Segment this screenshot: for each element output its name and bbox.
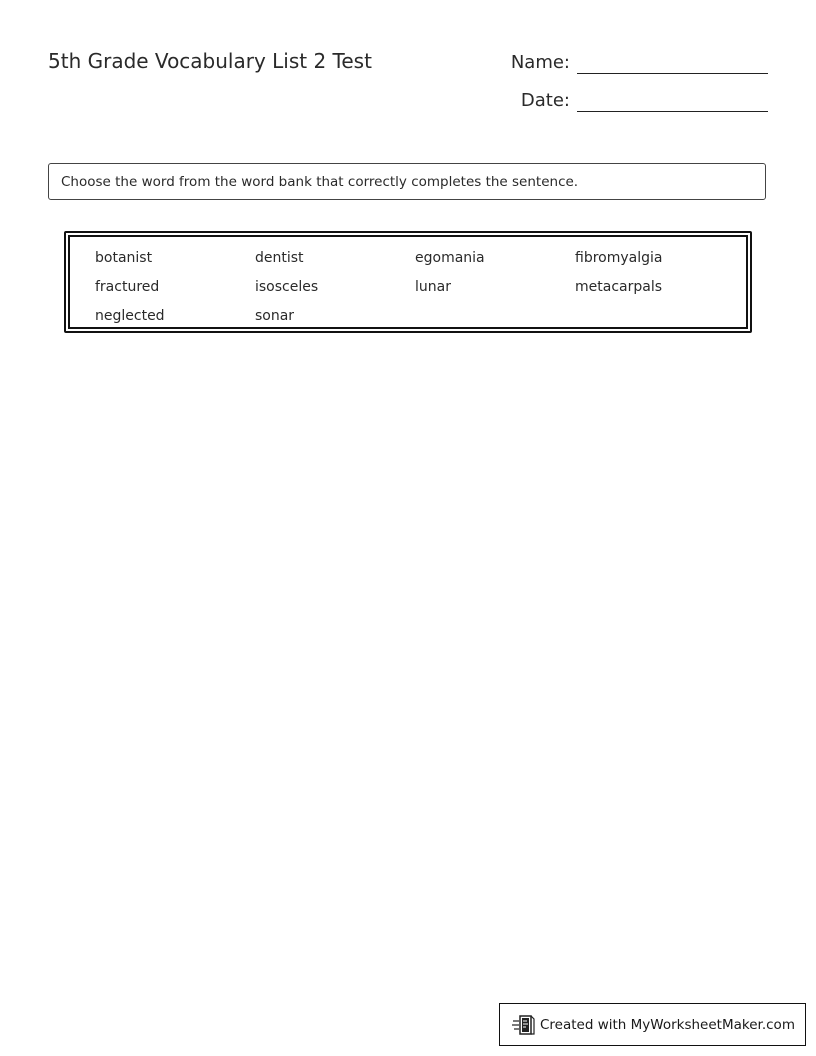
myworksheetmaker-logo-icon — [512, 1013, 536, 1037]
word-bank-item: isosceles — [255, 279, 319, 295]
date-label: Date: — [520, 90, 570, 111]
word-bank-item: lunar — [415, 279, 451, 295]
instructions-box: Choose the word from the word bank that correctly completes the sentence. — [48, 163, 766, 200]
word-bank — [64, 231, 752, 333]
footer-credit[interactable] — [499, 1003, 806, 1046]
footer-text[interactable]: Created with MyWorksheetMaker.com — [540, 1016, 795, 1033]
name-label: Name: — [510, 52, 570, 73]
word-bank-item: metacarpals — [575, 279, 663, 295]
word-bank-item: fibromyalgia — [575, 250, 663, 266]
word-bank-item: sonar — [255, 308, 295, 324]
worksheet-title: 5th Grade Vocabulary List 2 Test — [48, 49, 372, 73]
name-line — [577, 73, 768, 74]
word-bank-item: egomania — [415, 250, 485, 266]
word-bank-inner — [68, 235, 748, 329]
date-field — [521, 90, 768, 112]
date-line — [577, 111, 768, 112]
word-bank-item: dentist — [255, 250, 304, 266]
word-bank-item: botanist — [95, 250, 153, 266]
name-field — [511, 52, 768, 74]
word-bank-item: fractured — [95, 279, 160, 295]
word-bank-item: neglected — [95, 308, 165, 324]
